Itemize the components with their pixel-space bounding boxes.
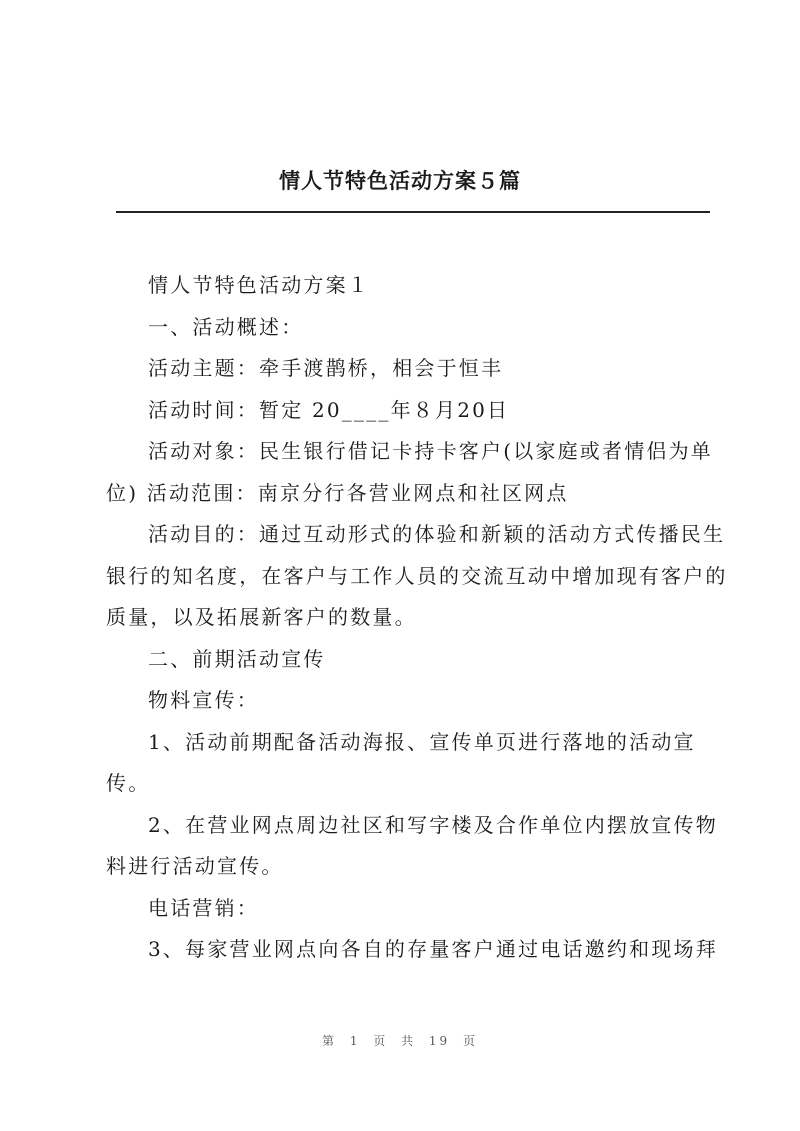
paragraph-line: 电话营销：	[148, 895, 259, 920]
paragraph-line: 活动时间：暂定 20____年８月20日	[148, 397, 510, 422]
paragraph-line: 一、活动概述：	[148, 314, 304, 339]
paragraph-line: 质量，以及拓展新客户的数量。	[106, 605, 417, 629]
paragraph-line: 传。	[106, 771, 151, 795]
paragraph-line: 3、每家营业网点向各自的存量客户通过电话邀约和现场拜	[148, 937, 718, 961]
paragraph-line: 物料宣传：	[148, 688, 259, 712]
document-body	[106, 265, 728, 971]
paragraph-line: 银行的知名度，在客户与工作人员的交流互动中增加现有客户的	[106, 563, 728, 588]
paragraph-line: 料进行活动宣传。	[106, 854, 284, 878]
paragraph-line: 活动主题：牵手渡鹊桥，相会于恒丰	[148, 356, 504, 380]
paragraph-line: 2、在营业网点周边社区和写字楼及合作单位内摆放宣传物	[148, 812, 718, 837]
section-heading: 情人节特色活动方案１	[148, 273, 370, 297]
paragraph-line: 二、前期活动宣传	[148, 646, 326, 671]
paragraph-line: 活动目的：通过互动形式的体验和新颖的活动方式传播民生	[148, 522, 726, 546]
title-divider	[116, 211, 710, 213]
page-number-footer: 第 1 页 共 19 页	[322, 1034, 478, 1048]
paragraph-line: 1、活动前期配备活动海报、宣传单页进行落地的活动宣	[148, 729, 696, 754]
document-title: 情人节特色活动方案５篇	[279, 168, 521, 193]
paragraph-line: 位) 活动范围：南京分行各营业网点和社区网点	[106, 480, 569, 505]
paragraph-line: 活动对象：民生银行借记卡持卡客户(以家庭或者情侣为单	[148, 439, 714, 463]
